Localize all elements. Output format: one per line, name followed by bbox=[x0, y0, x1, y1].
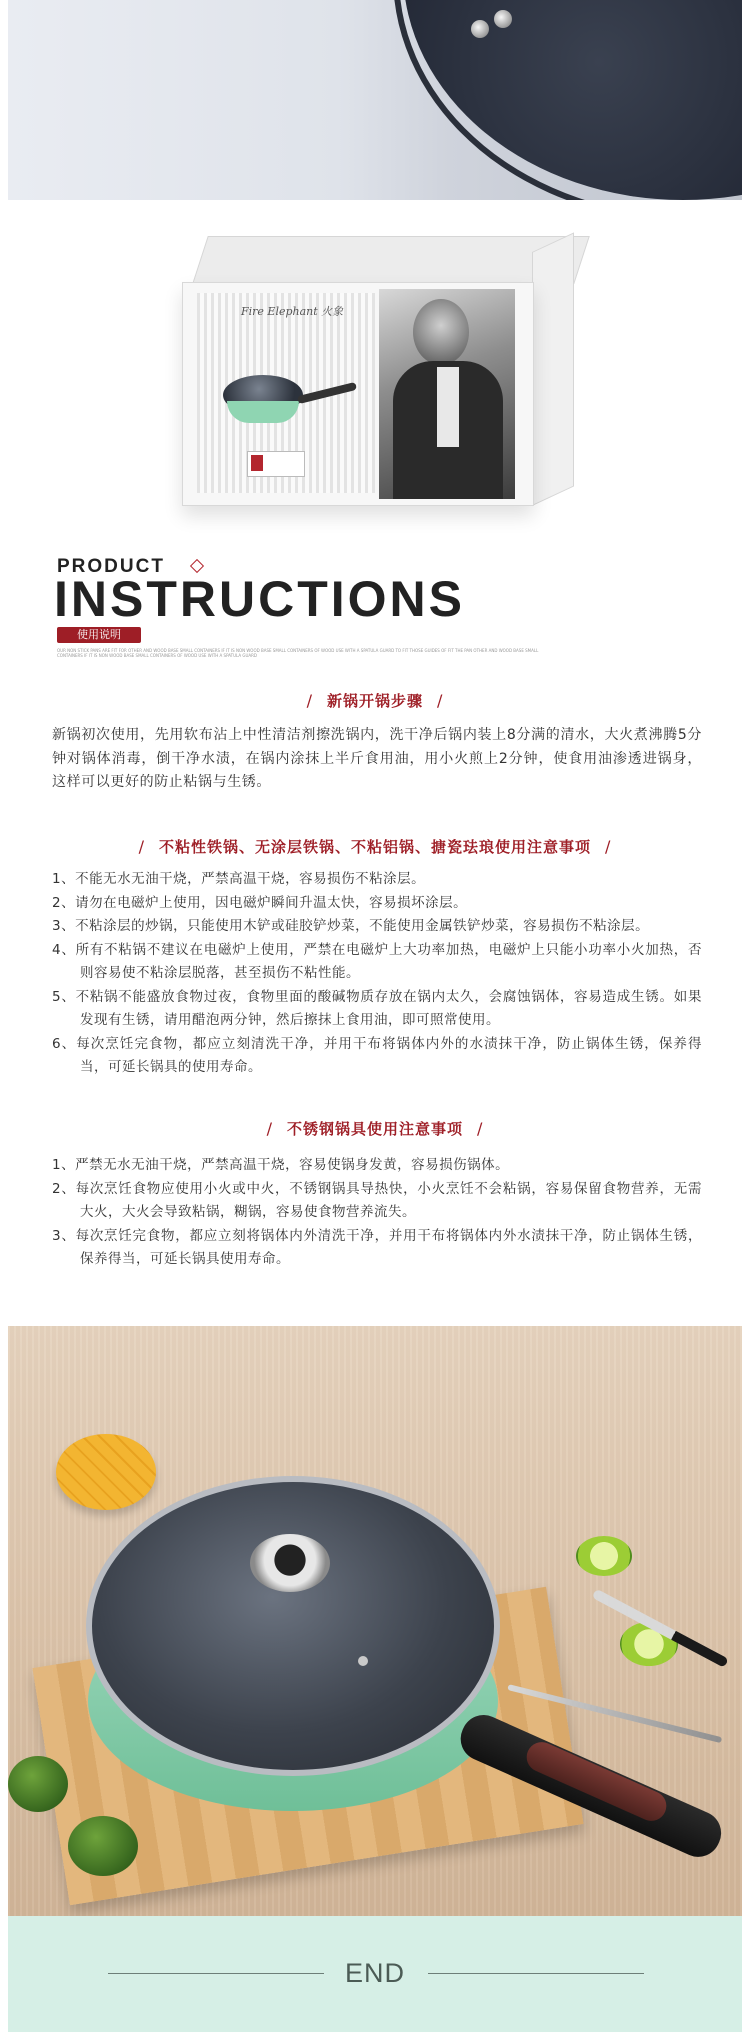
first-use-paragraph: 新锅初次使用，先用软布沾上中性清洁剂擦洗锅内，洗干净后锅内装上8分满的清水，大火煮沸腾5分钟对锅体消毒，倒干净水渍，在锅内涂抹上半斤食用油，用小火煎上2分钟，使食用油渗透进锅身，这样可以更好的防止粘锅与生锈。 bbox=[52, 727, 702, 790]
nonstick-list bbox=[52, 868, 702, 1080]
usage-badge: 使用说明 bbox=[57, 627, 141, 643]
slash-icon: / bbox=[306, 691, 313, 710]
list-item: 4、所有不粘锅不建议在电磁炉上使用，严禁在电磁炉上大功率加热，电磁炉上只能小功率小火加热，否则容易使不粘涂层脱落，甚至损伤不粘性能。 bbox=[52, 941, 702, 981]
heading-kicker: PRODUCT bbox=[57, 556, 165, 577]
glass-lid-image bbox=[86, 1476, 500, 1776]
list-item: 1、严禁无水无油干烧，严禁高温干烧，容易使锅身发黄，容易损伤锅体。 bbox=[52, 1157, 510, 1173]
rivet-icon bbox=[494, 10, 512, 28]
lid-vent-image bbox=[358, 1656, 368, 1666]
section-title-nonstick: / 不粘性铁锅、无涂层铁锅、不粘铝锅、搪瓷珐琅使用注意事项 / bbox=[138, 837, 612, 856]
page-title: INSTRUCTIONS bbox=[54, 571, 465, 627]
list-item: 2、每次烹饪食物应使用小火或中火，不锈钢锅具导热快，小火烹饪不会粘锅，容易保留食物营养，无需大火，大火会导致粘锅，糊锅，容易使食物营养流失。 bbox=[52, 1180, 702, 1220]
top-product-photo bbox=[8, 0, 742, 200]
mango-image bbox=[56, 1434, 156, 1510]
end-divider-left bbox=[108, 1973, 324, 1974]
list-item: 3、不粘涂层的炒锅，只能使用木铲或硅胶铲炒菜，不能使用金属铁铲炒菜，容易损伤不粘涂层。 bbox=[52, 918, 650, 934]
section-title-first-use: / 新锅开锅步骤 / bbox=[306, 691, 444, 710]
slash-icon: / bbox=[477, 1119, 484, 1138]
broccoli-image bbox=[8, 1756, 68, 1812]
box-seal-icon bbox=[247, 451, 305, 477]
broccoli-image bbox=[68, 1816, 138, 1876]
box-brand-script: Fire Elephant 火象 bbox=[241, 305, 344, 318]
box-chef-photo bbox=[379, 289, 515, 499]
slash-icon: / bbox=[437, 691, 444, 710]
package-box-image bbox=[180, 236, 570, 516]
end-divider-right bbox=[428, 1973, 644, 1974]
bottom-product-photo bbox=[8, 1326, 742, 1916]
rivet-icon bbox=[471, 20, 489, 38]
pan-rim-image bbox=[393, 0, 742, 200]
list-item: 1、不能无水无油干烧，严禁高温干烧，容易损伤不粘涂层。 bbox=[52, 871, 426, 887]
box-top-face bbox=[192, 236, 590, 284]
lid-knob-image bbox=[250, 1534, 330, 1592]
box-front-face bbox=[182, 282, 534, 506]
stainless-list bbox=[52, 1154, 702, 1272]
lime-slice-image bbox=[576, 1536, 632, 1576]
section-title-stainless: / 不锈钢锅具使用注意事项 / bbox=[266, 1119, 484, 1138]
list-item: 2、请勿在电磁炉上使用，因电磁炉瞬间升温太快，容易损坏涂层。 bbox=[52, 894, 468, 911]
end-label: END bbox=[344, 1958, 405, 1988]
list-item: 3、每次烹饪完食物，都应立刻将锅体内外清洗干净，并用干布将锅体内外水渍抹干净，防止锅体生锈，保养得当，可延长锅具使用寿命。 bbox=[52, 1227, 702, 1267]
box-side-face bbox=[532, 232, 574, 506]
fine-print-text: OUR NON STICK PANS ARE FIT FOR OTHER AND WOOD BASE SMALL CONTAINERS IF IT IS NON WOOD BASE SMALL CONTAINERS OF WOOD USE WITH A SPATULA GUARD TO FIT THOSE GUIDES OF FIT THE PAN OTHER AND WOOD BASE SMALL CONTAINERS IF IT IS NON WOOD BASE SMALL CONTAINERS OF WOOD USE WITH A SPATULA GUARD bbox=[57, 648, 539, 658]
slash-icon: / bbox=[266, 1119, 273, 1138]
list-item: 6、每次烹饪完食物，都应立刻清洗干净，并用干布将锅体内外的水渍抹干净，防止锅体生锈，保养得当，可延长锅具的使用寿命。 bbox=[52, 1035, 702, 1075]
slash-icon: / bbox=[138, 837, 145, 856]
box-pan-illustration bbox=[223, 375, 303, 427]
list-item: 5、不粘锅不能盛放食物过夜，食物里面的酸碱物质存放在锅内太久，会腐蚀锅体，容易造成生锈。如果发现有生锈，请用醋泡两分钟，然后擦抹上食用油，即可照常使用。 bbox=[52, 988, 702, 1028]
slash-icon: / bbox=[605, 837, 612, 856]
